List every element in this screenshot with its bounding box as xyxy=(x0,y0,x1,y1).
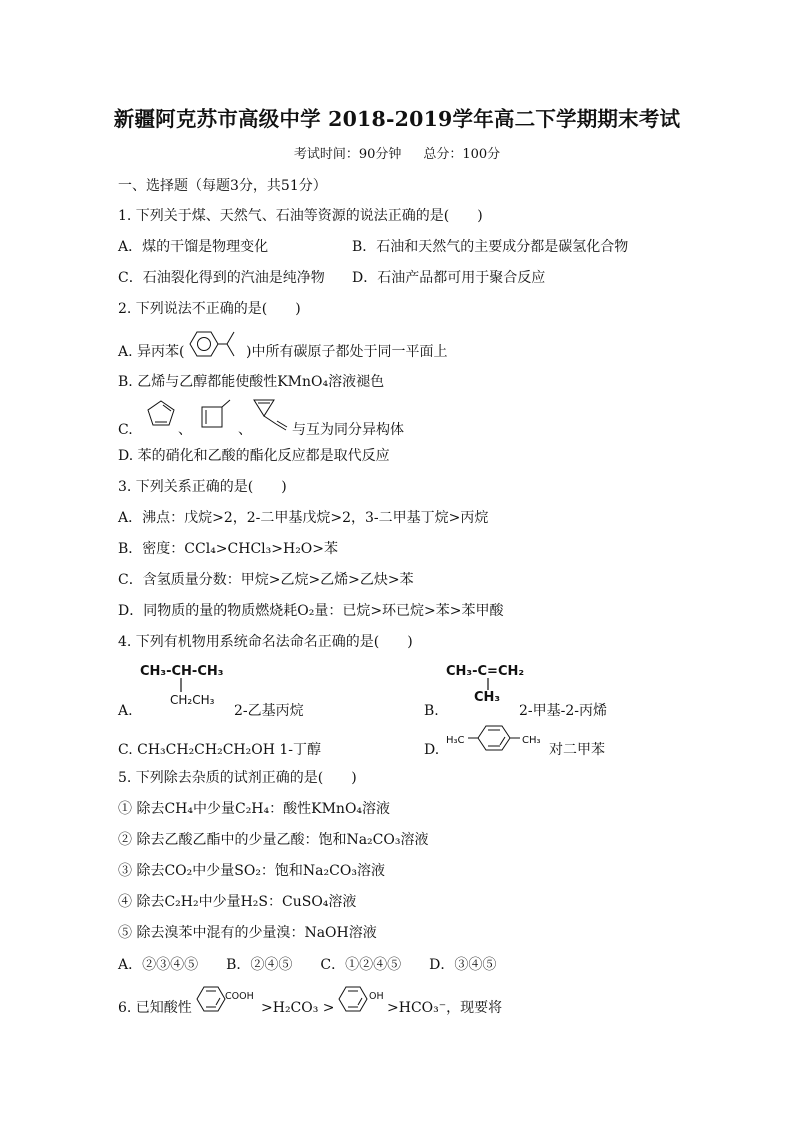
exam-total: 总分：100分 xyxy=(423,147,501,162)
q5-stem: 5. 下列除去杂质的试剂正确的是( ) xyxy=(118,770,357,786)
q6-middle-2: >HCO₃⁻，现要将 xyxy=(387,1000,503,1016)
q5-item-4: ④ 除去C₂H₂中少量H₂S：CuSO₄溶液 xyxy=(118,894,357,910)
q1-option-a: A．煤的干馏是物理变化 xyxy=(118,239,269,255)
q4-option-a-name: 2-乙基丙烷 xyxy=(234,703,304,719)
q4-option-b-name: 2-甲基-2-丙烯 xyxy=(519,703,608,719)
q2-option-a-prefix: A. 异丙苯( xyxy=(118,344,185,360)
q6-cooh-label: COOH xyxy=(225,991,254,1002)
exam-info xyxy=(0,143,794,162)
q4-option-b-label: B. xyxy=(424,703,439,719)
q2-option-d: D. 苯的硝化和乙酸的酯化反应都是取代反应 xyxy=(118,448,390,464)
q4-d-left-group: H₃C xyxy=(446,735,465,746)
section-heading: 一、选择题（每题3分，共51分） xyxy=(118,178,327,194)
q4-option-c: C. CH₃CH₂CH₂CH₂OH 1-丁醇 xyxy=(118,742,322,758)
q4-d-right-group: CH₃ xyxy=(522,735,541,746)
q1-option-d: D．石油产品都可用于聚合反应 xyxy=(352,270,546,286)
q2-option-c-label: C. xyxy=(118,422,133,438)
q6-oh-label: OH xyxy=(369,991,384,1002)
q2-option-b: B. 乙烯与乙醇都能使酸性KMnO₄溶液褪色 xyxy=(118,374,385,390)
q4-stem: 4. 下列有机物用系统命名法命名正确的是( ) xyxy=(118,634,413,650)
q1-option-c: C．石油裂化得到的汽油是纯净物 xyxy=(118,270,325,286)
exam-time: 考试时间：90分钟 xyxy=(293,147,402,162)
page-title: 新疆阿克苏市高级中学 2018-2019学年高二下学期期末考试 xyxy=(113,107,681,131)
q5-item-2: ② 除去乙酸乙酯中的少量乙酸：饱和Na₂CO₃溶液 xyxy=(118,832,429,848)
cyclopentadiene-structure xyxy=(144,398,178,428)
q5-item-1: ① 除去CH₄中少量C₂H₄：酸性KMnO₄溶液 xyxy=(118,801,391,817)
q4-b-structure-bottom: CH₃ xyxy=(474,690,501,705)
q2-c-separator-1: 、 xyxy=(178,422,192,438)
q4-b-structure-top: CH₃-C=CH₂ xyxy=(446,664,525,679)
isopropylbenzene-structure xyxy=(186,327,248,361)
q3-option-b: B．密度：CCl₄>CHCl₃>H₂O>苯 xyxy=(118,541,339,557)
q2-c-separator-2: 、 xyxy=(238,422,252,438)
benzoic-acid-ring xyxy=(194,984,228,1014)
phenol-ring xyxy=(336,984,370,1014)
q5-item-5: ⑤ 除去溴苯中混有的少量溴：NaOH溶液 xyxy=(118,925,377,941)
q3-stem: 3. 下列关系正确的是( ) xyxy=(118,479,287,495)
q4-a-structure-bottom: CH₂CH₃ xyxy=(170,693,215,707)
para-xylene-ring xyxy=(468,723,524,753)
vinylcyclopropene-structure xyxy=(250,396,292,432)
q4-a-structure-top: CH₃-CH-CH₃ xyxy=(140,664,224,679)
q6-middle-1: >H₂CO₃ > xyxy=(261,1000,335,1016)
methylenecyclobutene-structure xyxy=(198,398,234,430)
q5-options: A．②③④⑤ B．②④⑤ C．①②④⑤ D．③④⑤ xyxy=(118,957,497,973)
q2-option-a-suffix: )中所有碳原子都处于同一平面上 xyxy=(246,344,448,360)
q4-option-d-label: D. xyxy=(424,742,440,758)
q3-option-d: D．同物质的量的物质燃烧耗O₂量：已烷>环已烷>苯>苯甲酸 xyxy=(118,603,504,619)
q1-option-b: B．石油和天然气的主要成分都是碳氢化合物 xyxy=(352,239,629,255)
q2-stem: 2. 下列说法不正确的是( ) xyxy=(118,301,301,317)
q5-item-3: ③ 除去CO₂中少量SO₂：饱和Na₂CO₃溶液 xyxy=(118,863,385,879)
q4-option-a-label: A. xyxy=(118,703,133,719)
q4-option-d-name: 对二甲苯 xyxy=(549,742,605,758)
q3-option-c: C．含氢质量分数：甲烷>乙烷>乙烯>乙炔>苯 xyxy=(118,572,414,588)
q2-option-c-suffix: 与互为同分异构体 xyxy=(292,422,404,438)
q6-prefix: 6. 已知酸性 xyxy=(118,1000,192,1016)
q1-stem: 1. 下列关于煤、天然气、石油等资源的说法正确的是( ) xyxy=(118,208,483,224)
q3-option-a: A．沸点：戊烷>2，2-二甲基戊烷>2，3-二甲基丁烷>丙烷 xyxy=(118,510,489,526)
